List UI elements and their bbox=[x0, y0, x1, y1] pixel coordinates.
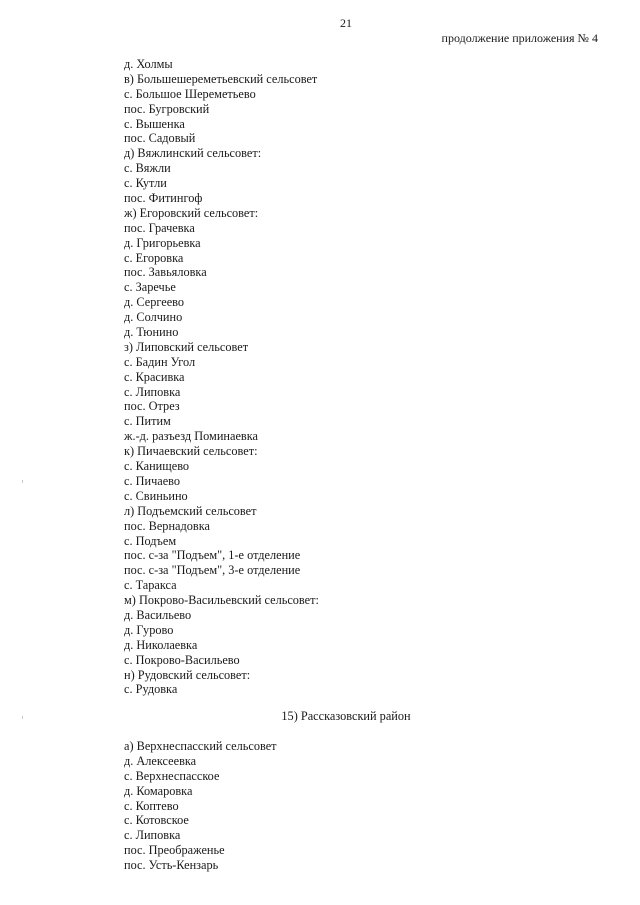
page-number: 21 bbox=[340, 16, 352, 30]
list-item: с. Рудовка bbox=[124, 682, 178, 697]
list-item: с. Коптево bbox=[124, 798, 179, 813]
list-item: д. Комаровка bbox=[124, 783, 193, 798]
list-item: с. Подъем bbox=[124, 533, 177, 548]
list-item: с. Покрово-Васильево bbox=[124, 652, 240, 667]
list-item: а) Верхнеспасский сельсовет bbox=[124, 739, 277, 753]
list-item: с. Егоровка bbox=[124, 250, 184, 265]
list-item: с. Красивка bbox=[124, 369, 185, 384]
list-item: ж.-д. разъезд Поминаевка bbox=[124, 429, 258, 444]
list-item: пос. Фитингоф bbox=[124, 191, 203, 206]
list-item: с. Верхнеспасское bbox=[124, 768, 220, 783]
list-item: в) Большешереметьевский сельсовет bbox=[124, 71, 318, 86]
list-item: с. Большое Шереметьево bbox=[124, 86, 256, 101]
list-item: д. Холмы bbox=[124, 57, 173, 71]
list-item: с. Вышенка bbox=[124, 116, 185, 131]
list-item: с. Заречье bbox=[124, 280, 176, 295]
list-item: л) Подъемский сельсовет bbox=[124, 503, 257, 518]
list-item: з) Липовский сельсовет bbox=[124, 339, 249, 354]
list-item: н) Рудовский сельсовет: bbox=[124, 667, 251, 682]
list-item: д. Солчино bbox=[124, 310, 183, 325]
list-item: с. Липовка bbox=[124, 828, 181, 843]
list-item: с. Липовка bbox=[124, 384, 181, 399]
list-item: д. Гурово bbox=[124, 622, 174, 637]
list-item: с. Пичаево bbox=[124, 473, 181, 488]
scan-mark-bottom bbox=[22, 716, 23, 719]
list-item: с. Питим bbox=[124, 414, 171, 429]
list-item: пос. Вернадовка bbox=[124, 518, 210, 533]
list-item: д. Григорьевка bbox=[124, 235, 201, 250]
list-item: пос. Грачевка bbox=[124, 220, 195, 235]
list-item: пос. Усть-Кензарь bbox=[124, 858, 219, 873]
list-item: с. Котовское bbox=[124, 813, 189, 828]
settlement-list-rasskazovo bbox=[124, 739, 277, 873]
list-item: пос. Преображенье bbox=[124, 843, 225, 858]
list-item: пос. с-за "Подъем", 1-е отделение bbox=[124, 548, 301, 563]
list-item: пос. Бугровский bbox=[124, 101, 210, 116]
list-item: пос. с-за "Подъем", 3-е отделение bbox=[124, 563, 301, 578]
list-item: с. Бадин Угол bbox=[124, 354, 196, 369]
list-item: д. Васильево bbox=[124, 607, 192, 622]
list-item: м) Покрово-Васильевский сельсовет: bbox=[124, 593, 319, 608]
list-item: д. Сергеево bbox=[124, 295, 185, 310]
list-item: пос. Отрез bbox=[124, 399, 180, 414]
settlement-list bbox=[124, 57, 319, 697]
list-item: к) Пичаевский сельсовет: bbox=[124, 444, 258, 459]
appendix-note: продолжение приложения № 4 bbox=[441, 31, 598, 45]
scan-mark-top bbox=[22, 480, 23, 483]
list-item: д. Николаевка bbox=[124, 637, 198, 652]
list-item: д) Вяжлинский сельсовет: bbox=[124, 146, 262, 161]
list-item: пос. Садовый bbox=[124, 131, 196, 146]
list-item: с. Таракса bbox=[124, 578, 177, 593]
section-heading: 15) Рассказовский район bbox=[281, 709, 411, 723]
list-item: с. Вяжли bbox=[124, 161, 171, 176]
list-item: с. Свиньино bbox=[124, 488, 188, 503]
list-item: ж) Егоровский сельсовет: bbox=[124, 205, 259, 220]
list-item: с. Кутли bbox=[124, 176, 167, 191]
list-item: д. Тюнино bbox=[124, 325, 179, 340]
list-item: пос. Завьяловка bbox=[124, 265, 207, 280]
list-item: д. Алексеевка bbox=[124, 753, 197, 768]
list-item: с. Канищево bbox=[124, 459, 190, 474]
